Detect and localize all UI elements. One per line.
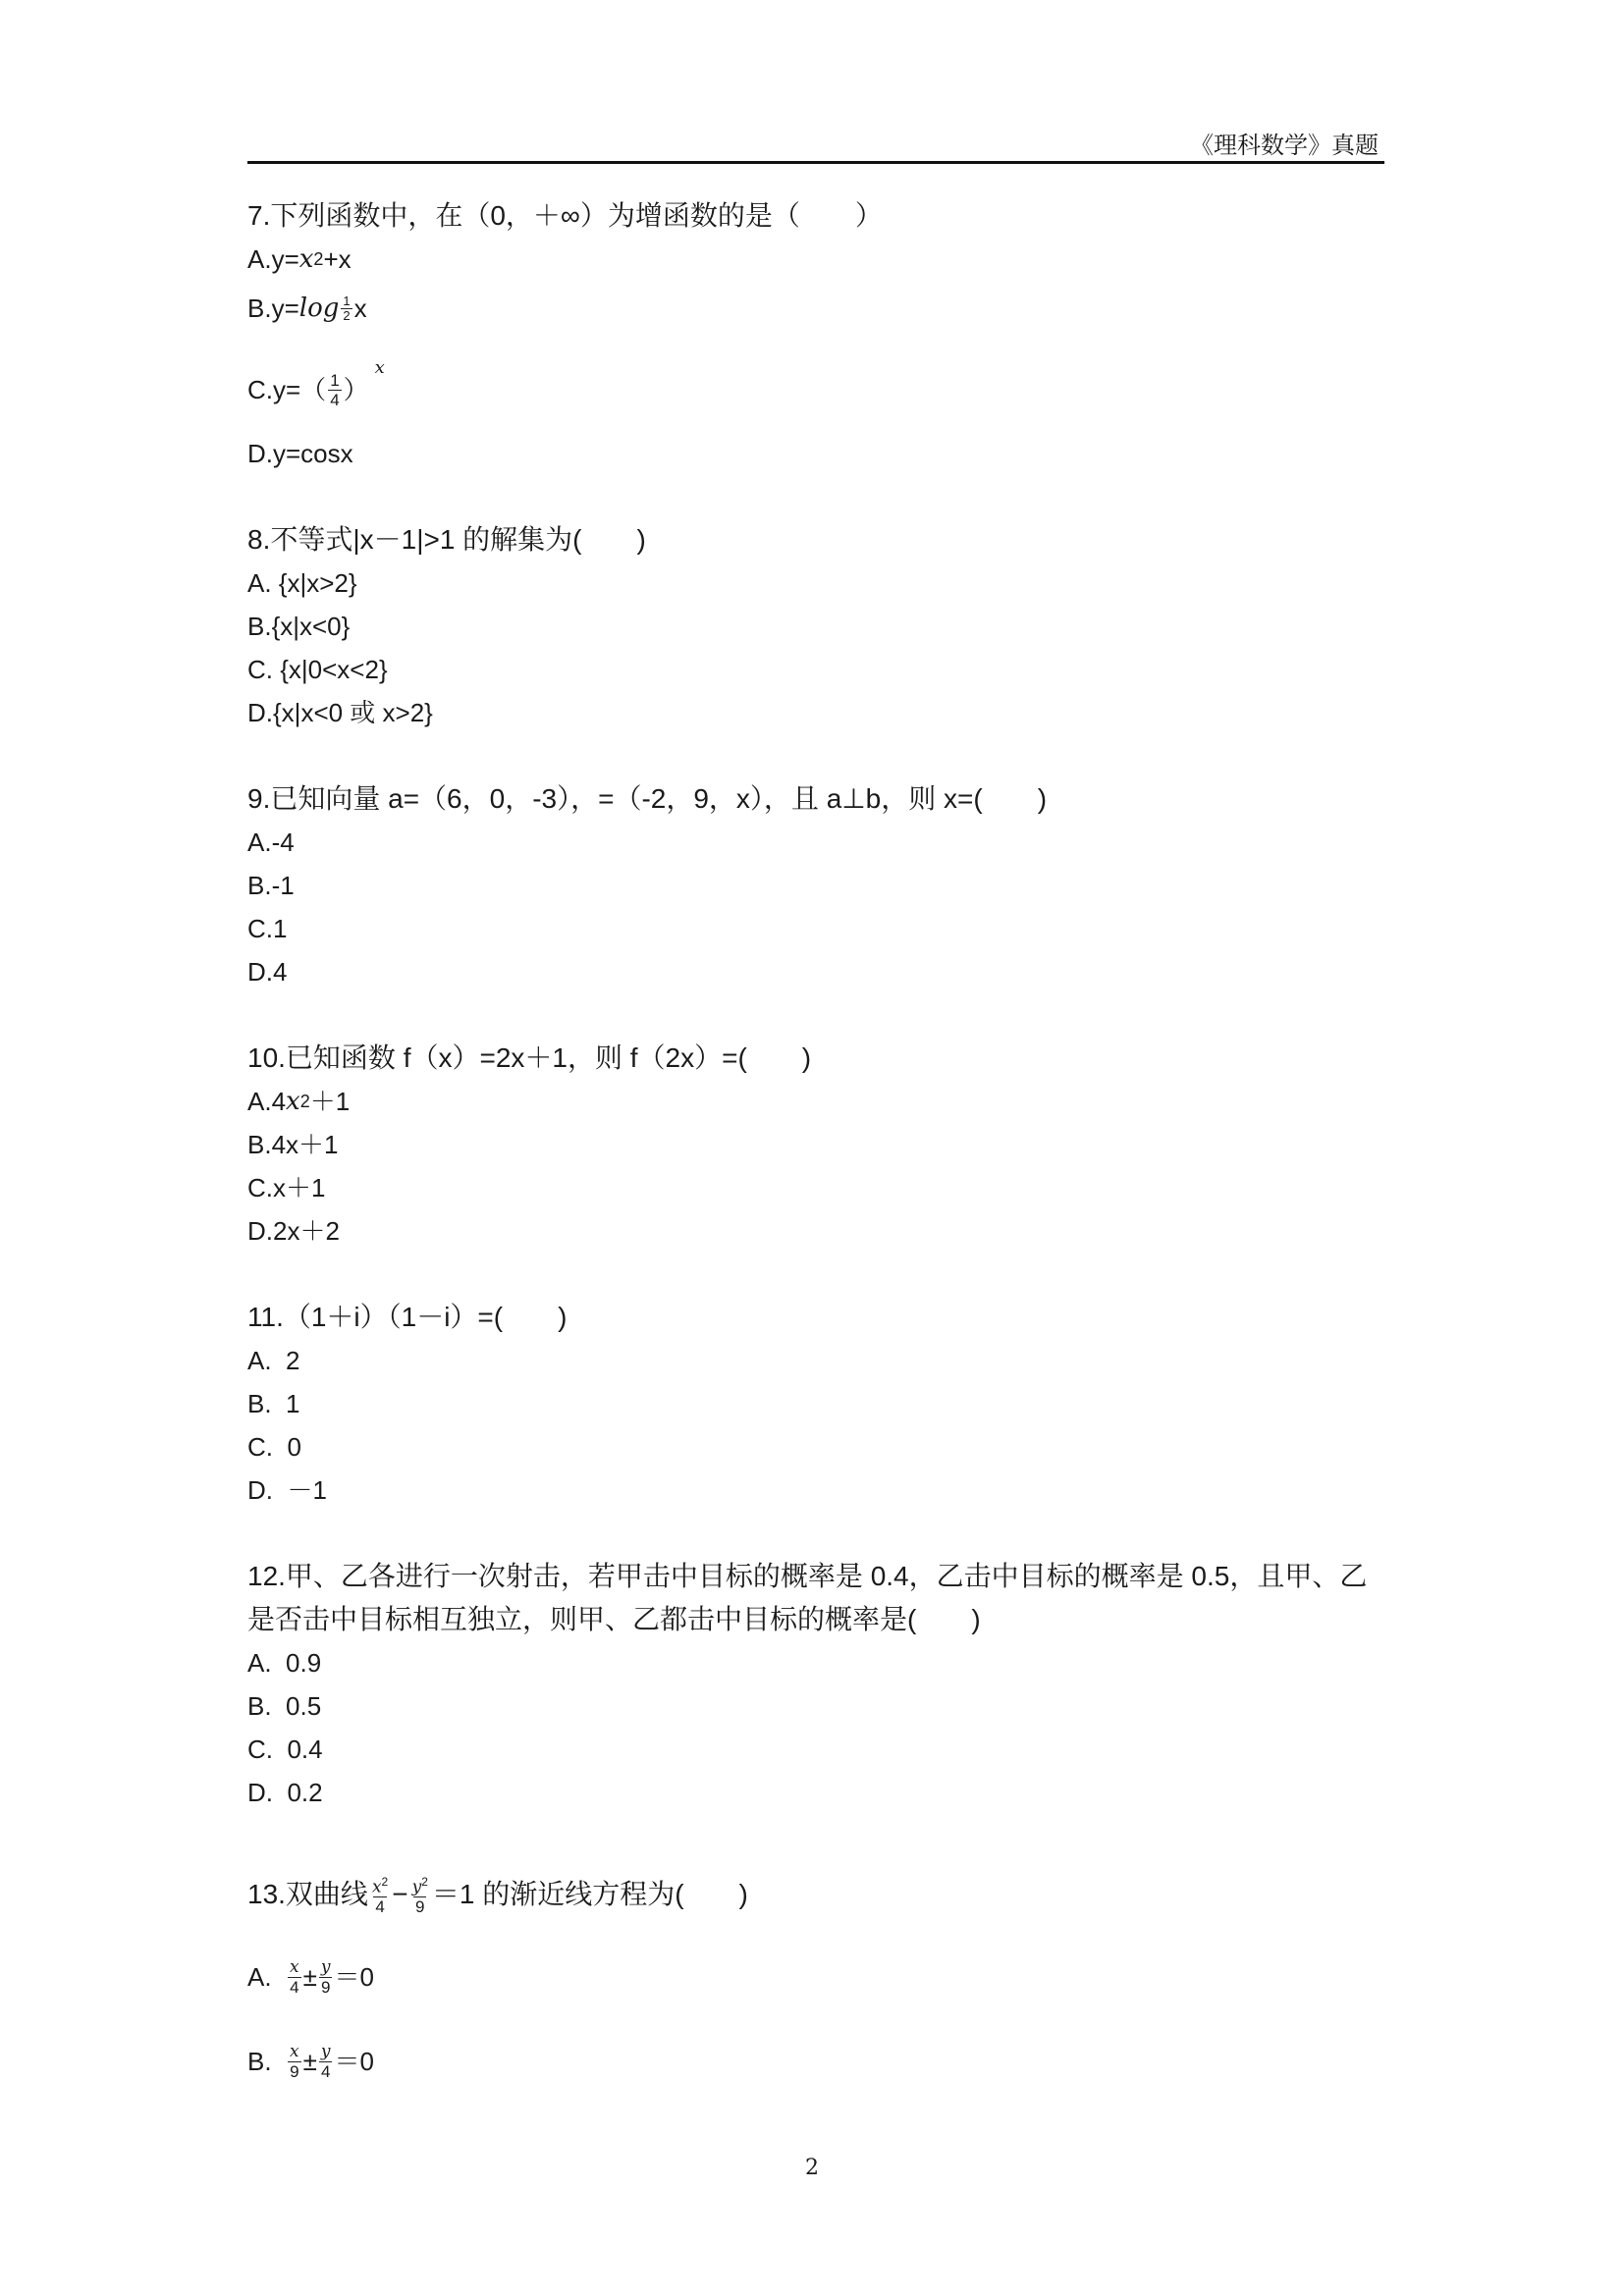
page-header <box>247 122 1384 164</box>
fraction-denominator: 4 <box>330 390 340 409</box>
option-a: A. {x|x>2} <box>247 568 357 598</box>
question-stem: 7.下列函数中，在（0，＋∞）为增函数的是（ ） <box>247 200 883 231</box>
question-8 <box>247 518 1391 734</box>
option-prefix: C.y=（ <box>247 375 327 404</box>
option-c: C.x＋1 <box>247 1173 326 1202</box>
option-b: B.{x|x<0} <box>247 612 351 641</box>
option-label: B. <box>247 2047 287 2076</box>
fraction-numerator <box>410 1873 430 1897</box>
fraction-denominator: 4 <box>290 1977 299 1997</box>
option-b <box>247 2032 1391 2091</box>
option-c: C.1 <box>247 914 288 943</box>
math-variable: y <box>411 1877 422 1897</box>
option-prefix: A.4 <box>247 1087 287 1116</box>
option-c: C. 0 <box>247 1432 301 1462</box>
question-list <box>247 194 1391 2091</box>
page-number: 2 <box>805 2156 819 2180</box>
fraction-2 <box>319 1958 333 1997</box>
question-9 <box>247 777 1391 993</box>
fraction-numerator: y <box>320 1956 331 1977</box>
question-12 <box>247 1555 1391 1814</box>
option-b: B.4x＋1 <box>247 1130 339 1159</box>
log-base-fraction <box>341 294 352 323</box>
option-c <box>247 355 1391 424</box>
fraction-numerator: x <box>290 1956 299 1977</box>
option-prefix: B.y= <box>247 294 299 323</box>
question-7 <box>247 194 1391 475</box>
math-function: log <box>298 294 340 323</box>
option-suffix: ＋1 <box>309 1087 351 1116</box>
fraction-numerator: 1 <box>343 293 351 308</box>
minus-sign: − <box>392 1879 408 1909</box>
fraction-denominator: 4 <box>375 1897 385 1917</box>
question-stem: 10.已知函数 f（x）=2x＋1，则 f（2x）=( ) <box>247 1042 812 1073</box>
question-stem: 9.已知向量 a=（6，0，-3），=（-2，9，x），且 a⊥b，则 x=( ) <box>247 783 1048 814</box>
option-d: D. 0.2 <box>247 1778 323 1807</box>
fraction-2 <box>319 2043 333 2081</box>
option-close-paren: ） <box>343 375 369 404</box>
option-b: B.-1 <box>247 871 295 900</box>
question-10 <box>247 1037 1391 1253</box>
fraction-denominator: 9 <box>414 1897 425 1917</box>
option-b: B. 0.5 <box>247 1691 322 1721</box>
option-a: A.4 x 2 ＋1 <box>247 1080 1391 1123</box>
header-title: 《理科数学》真题 <box>1190 132 1379 159</box>
fraction-1 <box>288 2043 301 2081</box>
equation-rhs: ＝0 <box>334 1962 374 1992</box>
math-exponent: 2 <box>421 1874 428 1889</box>
fraction-numerator <box>370 1873 390 1897</box>
option-d: D.4 <box>247 957 288 987</box>
option-d: D.{x|x<0 或 x>2} <box>247 698 433 727</box>
fraction-1 <box>288 1958 301 1997</box>
option-suffix: +x <box>323 244 352 274</box>
base-fraction <box>328 371 341 409</box>
question-stem: 11.（1＋i）（1－i）=( ) <box>247 1302 568 1332</box>
equation-rhs: ＝0 <box>334 2047 374 2076</box>
fraction-numerator: 1 <box>330 370 340 390</box>
fraction-denominator: 2 <box>343 307 351 323</box>
option-b <box>247 281 1391 336</box>
option-label: A. <box>247 1962 287 1992</box>
question-13 <box>247 1865 1391 2091</box>
math-variable: x <box>286 1087 300 1116</box>
math-variable: x <box>298 244 314 274</box>
plus-minus-sign: ± <box>302 2047 317 2076</box>
hyperbola-fraction-y <box>410 1873 430 1917</box>
stem-prefix: 13.双曲线 <box>247 1879 368 1909</box>
math-exponent: 2 <box>381 1874 389 1889</box>
hyperbola-fraction-x <box>370 1873 390 1917</box>
fraction-denominator: 9 <box>320 1977 331 1997</box>
option-b: B. 1 <box>247 1389 300 1418</box>
option-a: A. 0.9 <box>247 1648 322 1678</box>
option-a: A. 2 <box>247 1346 300 1375</box>
option-suffix: x <box>353 294 367 323</box>
option-d: D.y=cosx <box>247 439 353 468</box>
option-d: D.2x＋2 <box>247 1216 340 1246</box>
question-11 <box>247 1296 1391 1512</box>
fraction-numerator: x <box>290 2041 299 2061</box>
math-exponent: x <box>374 357 385 378</box>
plus-minus-sign: ± <box>302 1962 317 1992</box>
question-stem <box>247 1865 1391 1924</box>
fraction-denominator: 9 <box>290 2061 299 2081</box>
option-c: C. 0.4 <box>247 1735 323 1764</box>
fraction-numerator: y <box>320 2041 331 2061</box>
stem-suffix: ＝1 的渐近线方程为( ) <box>431 1879 748 1909</box>
option-a: A.y= x 2 +x <box>247 238 1391 281</box>
fraction-denominator: 4 <box>320 2061 331 2081</box>
option-d: D. －1 <box>247 1475 327 1505</box>
math-variable: x <box>371 1877 382 1897</box>
question-stem: 8.不等式|x－1|>1 的解集为( ) <box>247 524 646 555</box>
question-stem: 12.甲、乙各进行一次射击，若甲击中目标的概率是 0.4，乙击中目标的概率是 0.5，且甲、乙是否击中目标相互独立，则甲、乙都击中目标的概率是( ) <box>247 1561 1368 1634</box>
option-a: A.-4 <box>247 828 295 857</box>
option-c: C. {x|0<x<2} <box>247 655 388 684</box>
option-prefix: A.y= <box>247 244 299 274</box>
option-a <box>247 1948 1391 2006</box>
